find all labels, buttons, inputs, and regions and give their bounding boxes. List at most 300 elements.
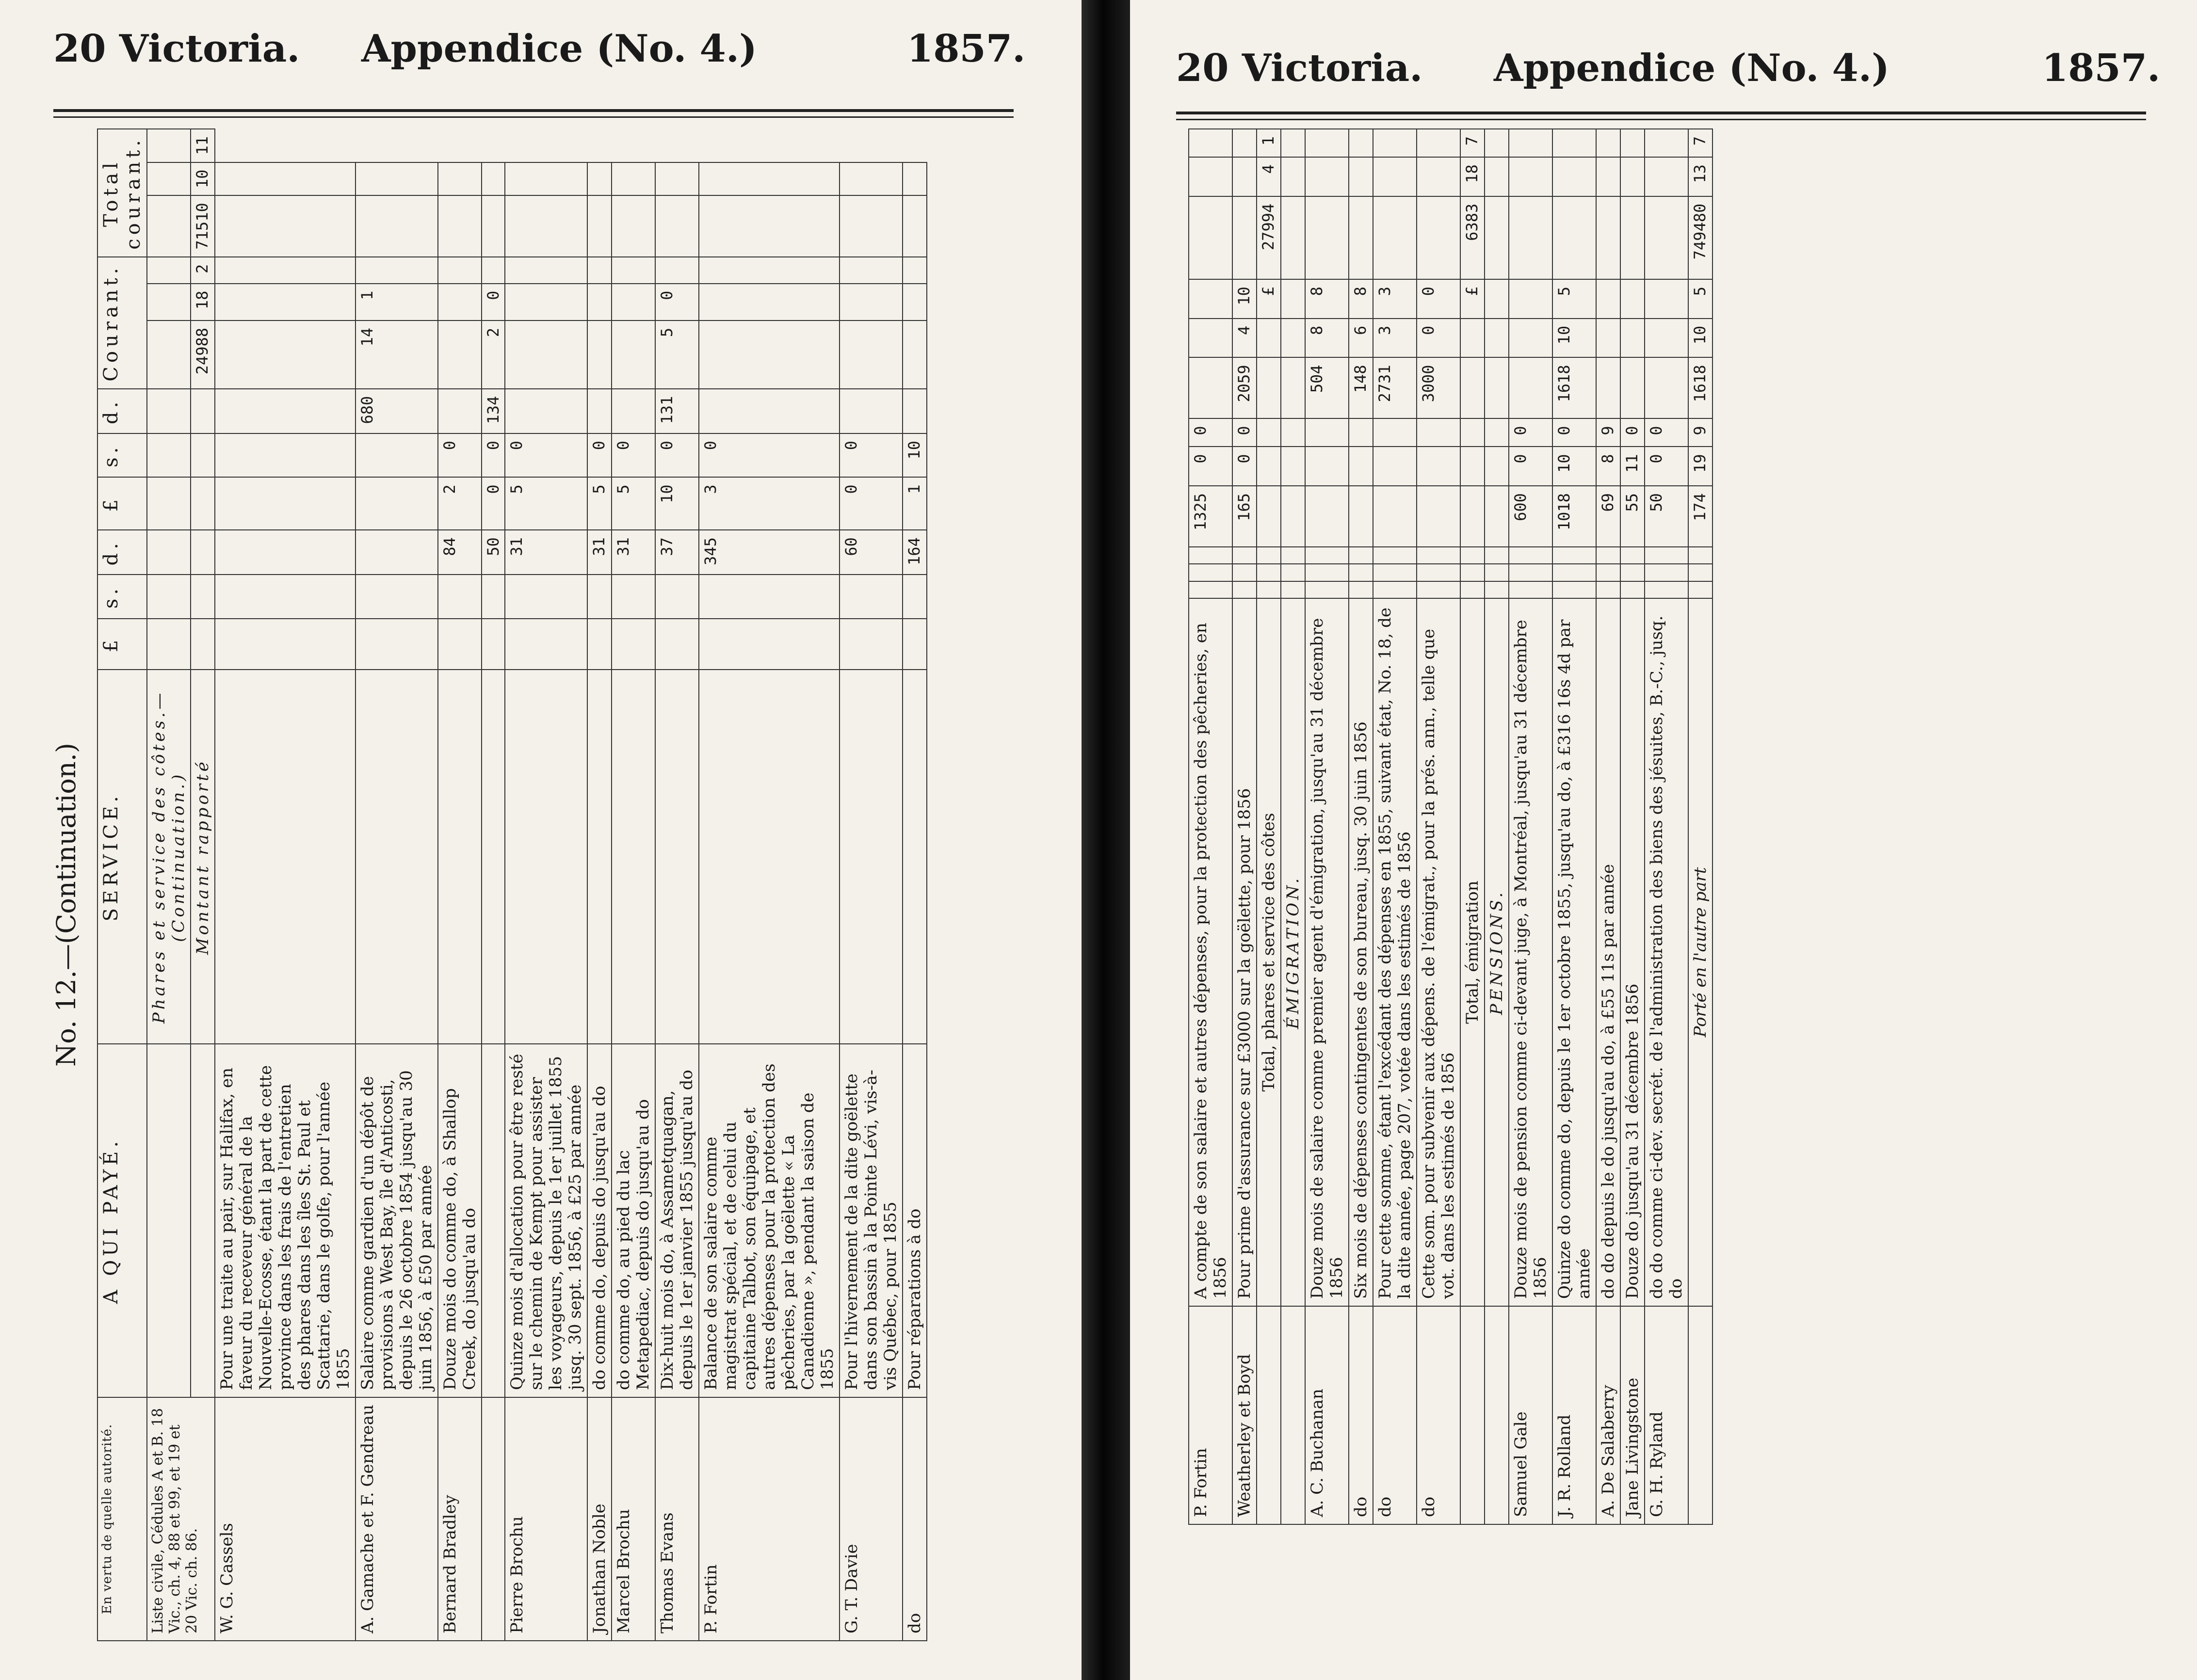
sub-amount-shillings: 0 — [840, 477, 903, 530]
sub-amount-pence: 0 — [482, 433, 505, 477]
payee-name: Pierre Brochu — [505, 1397, 587, 1641]
blank-pounds — [1552, 581, 1596, 598]
sub-amount-pounds — [355, 530, 438, 575]
total-amount-pounds — [1232, 196, 1257, 279]
total-amount-shillings — [840, 195, 903, 257]
sub-amount-pounds — [1257, 486, 1281, 547]
sub-amount-shillings: 19 — [1688, 447, 1712, 486]
total-amount-pence — [1645, 129, 1688, 157]
payee-name — [1257, 1306, 1281, 1524]
courant-amount-shillings — [1509, 319, 1552, 358]
blank-pence — [840, 575, 903, 618]
sub-amount-shillings: 10 — [655, 477, 699, 530]
blank-pence — [1688, 547, 1712, 564]
payee-name: Jane Livingstone — [1620, 1306, 1645, 1524]
table-title: No. 12.—(Continuation.) — [51, 743, 81, 1067]
table-row — [1552, 129, 1596, 1524]
service-description: Pour une traite au pair, sur Halifax, en faveur du receveur général de la Nouvelle-Ecosse, étant la part de cette province dans les frais de l'entretien des phares dans les îles St. Paul et Scattarie, dans le golfe, pour l'année 1855 — [215, 1044, 355, 1397]
total-amount-shillings — [1596, 157, 1620, 196]
courant-amount-shillings — [1645, 319, 1688, 358]
bf-courant-pounds: 24988 — [191, 320, 215, 389]
blank-pounds — [355, 670, 438, 1044]
total-amount-shillings — [1417, 157, 1460, 196]
total-row — [1460, 129, 1485, 1524]
total-amount-shillings — [587, 195, 612, 257]
col-sub2-shillings: s. — [97, 433, 147, 477]
sub-amount-pounds: 37 — [655, 530, 699, 575]
blank-pence — [1485, 547, 1509, 564]
sub-amount-pounds: 55 — [1620, 486, 1645, 547]
blank-shillings — [1509, 564, 1552, 581]
total-amount-shillings — [699, 195, 840, 257]
courant-amount-pounds — [1645, 357, 1688, 418]
table-row — [699, 129, 840, 1641]
blank-shillings — [1620, 564, 1645, 581]
sub-amount-pence — [355, 433, 438, 477]
blank-pence — [1373, 547, 1417, 564]
total-amount-pounds — [505, 257, 587, 284]
right-table-rotator — [1188, 128, 1713, 1525]
sub-amount-pence — [1417, 418, 1460, 447]
blank-shillings — [355, 619, 438, 670]
payee-name — [482, 1397, 505, 1641]
sub-amount-shillings — [1257, 447, 1281, 486]
table-row — [612, 129, 655, 1641]
sub-amount-shillings — [1349, 447, 1373, 486]
right-ledger-table — [1188, 128, 1713, 1525]
blank-pounds — [1232, 581, 1257, 598]
sub-amount-pence: 0 — [505, 433, 587, 477]
table-row — [655, 129, 699, 1641]
sub-amount-shillings: 0 — [1509, 447, 1552, 486]
courant-amount-shillings — [840, 320, 903, 389]
courant-amount-shillings: 0 — [1417, 319, 1460, 358]
courant-amount-pounds: 504 — [1305, 357, 1349, 418]
courant-amount-pounds — [1596, 357, 1620, 418]
table-row — [1305, 129, 1349, 1524]
total-amount-pounds — [1417, 196, 1460, 279]
blank-shillings — [1373, 564, 1417, 581]
table-row — [482, 129, 505, 1641]
courant-amount-shillings: 5 — [655, 320, 699, 389]
total-amount-pence — [587, 162, 612, 196]
total-amount-pence — [438, 162, 482, 196]
service-description: Total, émigration — [1460, 598, 1485, 1306]
blank-pence — [1620, 547, 1645, 564]
total-amount-pence — [1349, 129, 1373, 157]
payee-name — [1485, 1306, 1509, 1524]
regnal-year: 20 Victoria. — [1176, 46, 1423, 90]
table-row — [1596, 129, 1620, 1524]
courant-amount-pounds: 134 — [482, 389, 505, 433]
sub-amount-shillings: 8 — [1596, 447, 1620, 486]
sub-amount-pounds: 50 — [1645, 486, 1688, 547]
sub-amount-pence: 0 — [612, 433, 655, 477]
courant-amount-shillings — [438, 320, 482, 389]
service-description: ÉMIGRATION. — [1281, 598, 1305, 1306]
section-heading-row — [1281, 129, 1305, 1524]
payee-name: Samuel Gale — [1509, 1306, 1552, 1524]
courant-amount-shillings — [1281, 319, 1305, 358]
sub-amount-pounds: 1018 — [1552, 486, 1596, 547]
service-description: Six mois de dépenses contingentes de son bureau, jusq. 30 juin 1856 — [1349, 598, 1373, 1306]
sub-amount-pence: 0 — [1552, 418, 1596, 447]
total-amount-pounds — [1305, 196, 1349, 279]
blank-shillings — [1189, 564, 1232, 581]
total-amount-pence — [1232, 129, 1257, 157]
total-amount-pounds — [215, 257, 355, 284]
sub-amount-pence — [1305, 418, 1349, 447]
courant-amount-pence — [1281, 279, 1305, 319]
total-amount-pence: 7 — [1688, 129, 1712, 157]
col-authority: En vertu de quelle autorité. — [97, 1397, 147, 1641]
blank-pence — [1281, 547, 1305, 564]
service-description: Balance de son salaire comme magistrat spécial, et de celui du capitaine Talbot, son équipage, et autres dépenses pour la protection des pêcheries, par la goëlette « La Canadienne », pendant la saison de 1855 — [699, 1044, 840, 1397]
courant-amount-pounds — [587, 389, 612, 433]
blank-pounds — [215, 670, 355, 1044]
blank-pounds — [1509, 581, 1552, 598]
service-description: Salaire comme gardien d'un dépôt de provisions à West Bay, île d'Anticosti, depuis le 26 octobre 1854 jusqu'au 30 juin 1856, à £50 par année — [355, 1044, 438, 1397]
payee-name: do — [1417, 1306, 1460, 1524]
total-amount-pounds — [1509, 196, 1552, 279]
service-description: Douze mois de pension comme ci-devant juge, à Montréal, jusqu'au 31 décembre 1856 — [1509, 598, 1552, 1306]
courant-amount-pence — [1620, 279, 1645, 319]
total-amount-pence — [482, 162, 505, 196]
col-sub1-shillings: s. — [97, 575, 147, 618]
payee-name: A. C. Buchanan — [1305, 1306, 1349, 1524]
blank-shillings — [1485, 564, 1509, 581]
courant-amount-pounds — [1281, 357, 1305, 418]
service-description — [482, 1044, 505, 1397]
courant-amount-pounds — [1509, 357, 1552, 418]
courant-amount-pence: 3 — [1373, 279, 1417, 319]
sub-amount-pounds: 31 — [505, 530, 587, 575]
blank-pence — [1232, 547, 1257, 564]
sub-amount-shillings — [1281, 447, 1305, 486]
carried-forward-row — [1688, 129, 1712, 1524]
sub-amount-pounds — [1281, 486, 1305, 547]
sub-amount-shillings — [215, 477, 355, 530]
courant-amount-pence — [1189, 279, 1232, 319]
courant-amount-shillings — [903, 320, 927, 389]
col-sub2-pounds: £ — [97, 477, 147, 530]
sub-amount-pounds — [1349, 486, 1373, 547]
left-rows — [215, 129, 927, 1641]
service-description: Pour cette somme, étant l'excédant des dépenses en 1855, suivant état, No. 18, de la dite année, page 207, votée dans les estimés de 1856 — [1373, 598, 1417, 1306]
courant-amount-pounds — [1189, 357, 1232, 418]
right-rows — [1189, 129, 1712, 1524]
courant-amount-shillings: 8 — [1305, 319, 1349, 358]
service-description: Pour prime d'assurance sur £3000 sur la goëlette, pour 1856 — [1232, 598, 1257, 1306]
total-amount-pence — [612, 162, 655, 196]
courant-amount-pence: 5 — [1688, 279, 1712, 319]
sub-amount-shillings: 3 — [699, 477, 840, 530]
blank-shillings — [1232, 564, 1257, 581]
courant-amount-shillings — [1620, 319, 1645, 358]
payee-name: Jonathan Noble — [587, 1397, 612, 1641]
total-amount-pounds — [612, 257, 655, 284]
total-amount-pence — [355, 162, 438, 196]
blank-pence — [1305, 547, 1349, 564]
courant-amount-pounds: 2059 — [1232, 357, 1257, 418]
sub-amount-pounds — [1417, 486, 1460, 547]
total-amount-shillings — [1305, 157, 1349, 196]
page-year: 1857. — [2042, 46, 2161, 90]
blank-shillings — [215, 619, 355, 670]
courant-amount-pence — [505, 284, 587, 320]
total-amount-shillings — [1373, 157, 1417, 196]
courant-amount-shillings — [1485, 319, 1509, 358]
sub-amount-pounds: 164 — [903, 530, 927, 575]
total-amount-pence: 1 — [1257, 129, 1281, 157]
courant-amount-pounds: 148 — [1349, 357, 1373, 418]
payee-name: Thomas Evans — [655, 1397, 699, 1641]
sub-amount-shillings: 5 — [612, 477, 655, 530]
courant-amount-shillings — [1460, 319, 1485, 358]
service-description: Dix-huit mois do, à Assametquagan, depuis le 1er janvier 1855 jusqu'au do — [655, 1044, 699, 1397]
service-description: PENSIONS. — [1485, 598, 1509, 1306]
blank-pence — [505, 575, 587, 618]
left-page — [0, 0, 1082, 1680]
blank-pounds — [1688, 581, 1712, 598]
blank-shillings — [903, 619, 927, 670]
blank-pence — [655, 575, 699, 618]
courant-amount-shillings — [1189, 319, 1232, 358]
table-row — [1189, 129, 1232, 1524]
service-description: Quinze do comme do, depuis le 1er octobre 1855, jusqu'au do, à £316 16s 4d par année — [1552, 598, 1596, 1306]
courant-amount-pounds — [699, 389, 840, 433]
sub-amount-pence: 0 — [699, 433, 840, 477]
blank-pence — [1257, 547, 1281, 564]
bf-courant-shillings: 18 — [191, 284, 215, 320]
blank-pence — [355, 575, 438, 618]
blank-shillings — [1645, 564, 1688, 581]
sub-amount-pence — [1373, 418, 1417, 447]
authority-text: Liste civile, Cédules A et B. 18 Vic., ch. 4, 88 et 99, et 19 et 20 Vic. ch. 86. — [147, 1397, 215, 1641]
table-row — [1645, 129, 1688, 1524]
courant-amount-pounds — [215, 389, 355, 433]
blank-pence — [1349, 547, 1373, 564]
total-amount-shillings — [438, 195, 482, 257]
table-row — [438, 129, 482, 1641]
sub-amount-shillings: 0 — [1189, 447, 1232, 486]
payee-name: do — [1373, 1306, 1417, 1524]
service-description: Porté en l'autre part — [1688, 598, 1712, 1306]
blank-shillings — [655, 619, 699, 670]
payee-name: A. De Salaberry — [1596, 1306, 1620, 1524]
sub-amount-shillings — [355, 477, 438, 530]
courant-amount-shillings — [1257, 319, 1281, 358]
blank-pounds — [840, 670, 903, 1044]
table-row — [505, 129, 587, 1641]
total-amount-shillings — [482, 195, 505, 257]
courant-amount-pence — [840, 284, 903, 320]
blank-pence — [1645, 547, 1688, 564]
payee-name — [1460, 1306, 1485, 1524]
service-description: Quinze mois d'allocation pour être resté sur le chemin de Kempt pour assister les voyageurs, depuis le 1er juillet 1855 jusq. 30 sept. 1856, à £25 par année — [505, 1044, 587, 1397]
total-amount-pence — [1189, 129, 1232, 157]
blank-pounds — [1460, 581, 1485, 598]
service-description: Total, phares et service des côtes — [1257, 598, 1281, 1306]
total-amount-shillings: 18 — [1460, 157, 1485, 196]
sub-amount-pence: 0 — [1509, 418, 1552, 447]
sub-amount-pence: 0 — [1189, 418, 1232, 447]
blank-pounds — [1620, 581, 1645, 598]
courant-amount-pence: 5 — [1552, 279, 1596, 319]
total-amount-shillings — [1232, 157, 1257, 196]
courant-amount-pounds — [1257, 357, 1281, 418]
blank-pounds — [903, 670, 927, 1044]
courant-amount-pounds — [1620, 357, 1645, 418]
blank-shillings — [505, 619, 587, 670]
courant-amount-shillings — [699, 320, 840, 389]
payee-name: Weatherley et Boyd — [1232, 1306, 1257, 1524]
courant-amount-pence — [1485, 279, 1509, 319]
table-row — [903, 129, 927, 1641]
courant-amount-pence: £ — [1460, 279, 1485, 319]
service-description: Douze mois do comme do, à Shallop Creek, do jusqu'au do — [438, 1044, 482, 1397]
left-table-rotator — [97, 128, 927, 1641]
sub-amount-pounds: 69 — [1596, 486, 1620, 547]
service-description: Douze do jusqu'au 31 décembre 1856 — [1620, 598, 1645, 1306]
courant-amount-pence: 8 — [1305, 279, 1349, 319]
service-description: do do depuis le do jusqu'au do, à £55 11s par année — [1596, 598, 1620, 1306]
total-amount-shillings — [1485, 157, 1509, 196]
total-amount-pence — [1552, 129, 1596, 157]
total-amount-pence — [1596, 129, 1620, 157]
table-row — [1349, 129, 1373, 1524]
blank-pence — [612, 575, 655, 618]
table-row — [1232, 129, 1257, 1524]
total-amount-pence — [655, 162, 699, 196]
payee-name: P. Fortin — [699, 1397, 840, 1641]
sub-amount-pence — [1349, 418, 1373, 447]
sub-amount-shillings: 5 — [587, 477, 612, 530]
sub-amount-pence: 0 — [1232, 418, 1257, 447]
blank-pounds — [1417, 581, 1460, 598]
courant-amount-pounds — [612, 389, 655, 433]
col-courant: Courant. — [97, 257, 147, 389]
blank-pounds — [1596, 581, 1620, 598]
page-title: Appendice (No. 4.) — [1494, 46, 1890, 90]
total-amount-pence — [699, 162, 840, 196]
sub-amount-pounds: 50 — [482, 530, 505, 575]
blank-pounds — [482, 670, 505, 1044]
blank-pounds — [1373, 581, 1417, 598]
total-amount-pounds — [655, 257, 699, 284]
total-amount-shillings — [505, 195, 587, 257]
courant-amount-pence — [1645, 279, 1688, 319]
header-rule — [1176, 112, 2146, 114]
sub-amount-shillings: 5 — [505, 477, 587, 530]
courant-amount-pence: 1 — [355, 284, 438, 320]
payee-name: P. Fortin — [1189, 1306, 1232, 1524]
blank-pounds — [438, 670, 482, 1044]
sub-amount-pence: 9 — [1596, 418, 1620, 447]
service-description: do comme do, depuis do jusqu'au do — [587, 1044, 612, 1397]
courant-amount-pounds: 2731 — [1373, 357, 1417, 418]
sub-amount-pence: 0 — [438, 433, 482, 477]
sub-amount-shillings: 1 — [903, 477, 927, 530]
courant-amount-pounds: 1618 — [1688, 357, 1712, 418]
courant-amount-pence: 0 — [655, 284, 699, 320]
bf-total-pence: 11 — [191, 129, 215, 162]
total-amount-pounds — [1281, 196, 1305, 279]
sub-amount-pence — [1460, 418, 1485, 447]
book-gutter — [1082, 0, 1130, 1680]
right-table-box — [1188, 128, 2149, 1525]
header-rule-thin — [1176, 119, 2146, 120]
total-amount-shillings — [1189, 157, 1232, 196]
service-description: Douze mois de salaire comme premier agent d'émigration, jusqu'au 31 décembre 1856 — [1305, 598, 1349, 1306]
total-amount-pence — [840, 162, 903, 196]
table-row — [355, 129, 438, 1641]
total-amount-pounds — [1596, 196, 1620, 279]
sub-amount-pence: 0 — [1620, 418, 1645, 447]
left-table-box — [97, 128, 1009, 1641]
courant-amount-pounds — [903, 389, 927, 433]
table-row — [215, 129, 355, 1641]
service-description: A compte de son salaire et autres dépenses, pour la protection des pêcheries, en 1856 — [1189, 598, 1232, 1306]
payee-name: G. H. Ryland — [1645, 1306, 1688, 1524]
total-amount-shillings — [355, 195, 438, 257]
sub-amount-shillings: 0 — [1645, 447, 1688, 486]
courant-amount-pence — [1509, 279, 1552, 319]
total-amount-shillings — [1552, 157, 1596, 196]
sub-amount-pence: 9 — [1688, 418, 1712, 447]
courant-amount-pence: 0 — [482, 284, 505, 320]
col-sub1-pence: d. — [97, 530, 147, 575]
courant-amount-pence: £ — [1257, 279, 1281, 319]
service-description: Pour l'hivernement de la dite goëlette dans son bassin à la Pointe Lévi, vis-à-vis Québec, pour 1855 — [840, 1044, 903, 1397]
total-amount-shillings — [903, 195, 927, 257]
courant-amount-pence: 8 — [1349, 279, 1373, 319]
total-amount-shillings — [1620, 157, 1645, 196]
payee-name: G. T. Davie — [840, 1397, 903, 1641]
total-amount-pounds — [699, 257, 840, 284]
sub-amount-pounds — [1460, 486, 1485, 547]
sub-amount-pence — [1281, 418, 1305, 447]
total-amount-pounds — [587, 257, 612, 284]
courant-amount-pounds: 131 — [655, 389, 699, 433]
blank-pence — [587, 575, 612, 618]
total-amount-pounds — [903, 257, 927, 284]
total-amount-pounds — [1552, 196, 1596, 279]
courant-amount-shillings: 4 — [1232, 319, 1257, 358]
blank-shillings — [1305, 564, 1349, 581]
total-amount-pounds — [1349, 196, 1373, 279]
blank-pounds — [1189, 581, 1232, 598]
blank-pence — [1189, 547, 1232, 564]
payee-name: Marcel Brochu — [612, 1397, 655, 1641]
sub-amount-shillings: 0 — [482, 477, 505, 530]
left-ledger-table — [97, 128, 927, 1641]
courant-amount-shillings: 6 — [1349, 319, 1373, 358]
blank-shillings — [1688, 564, 1712, 581]
total-amount-pounds — [438, 257, 482, 284]
table-row — [587, 129, 612, 1641]
courant-amount-pence: 10 — [1232, 279, 1257, 319]
total-amount-pounds: 749480 — [1688, 196, 1712, 279]
sub-amount-shillings — [1417, 447, 1460, 486]
page-year: 1857. — [907, 27, 1026, 71]
sub-amount-pence: 0 — [587, 433, 612, 477]
total-amount-pence — [1373, 129, 1417, 157]
sub-amount-pounds — [215, 530, 355, 575]
section-heading: Phares et service des côtes.—(Continuation.) — [147, 670, 191, 1044]
blank-pence — [1596, 547, 1620, 564]
sub-amount-shillings — [1485, 447, 1509, 486]
